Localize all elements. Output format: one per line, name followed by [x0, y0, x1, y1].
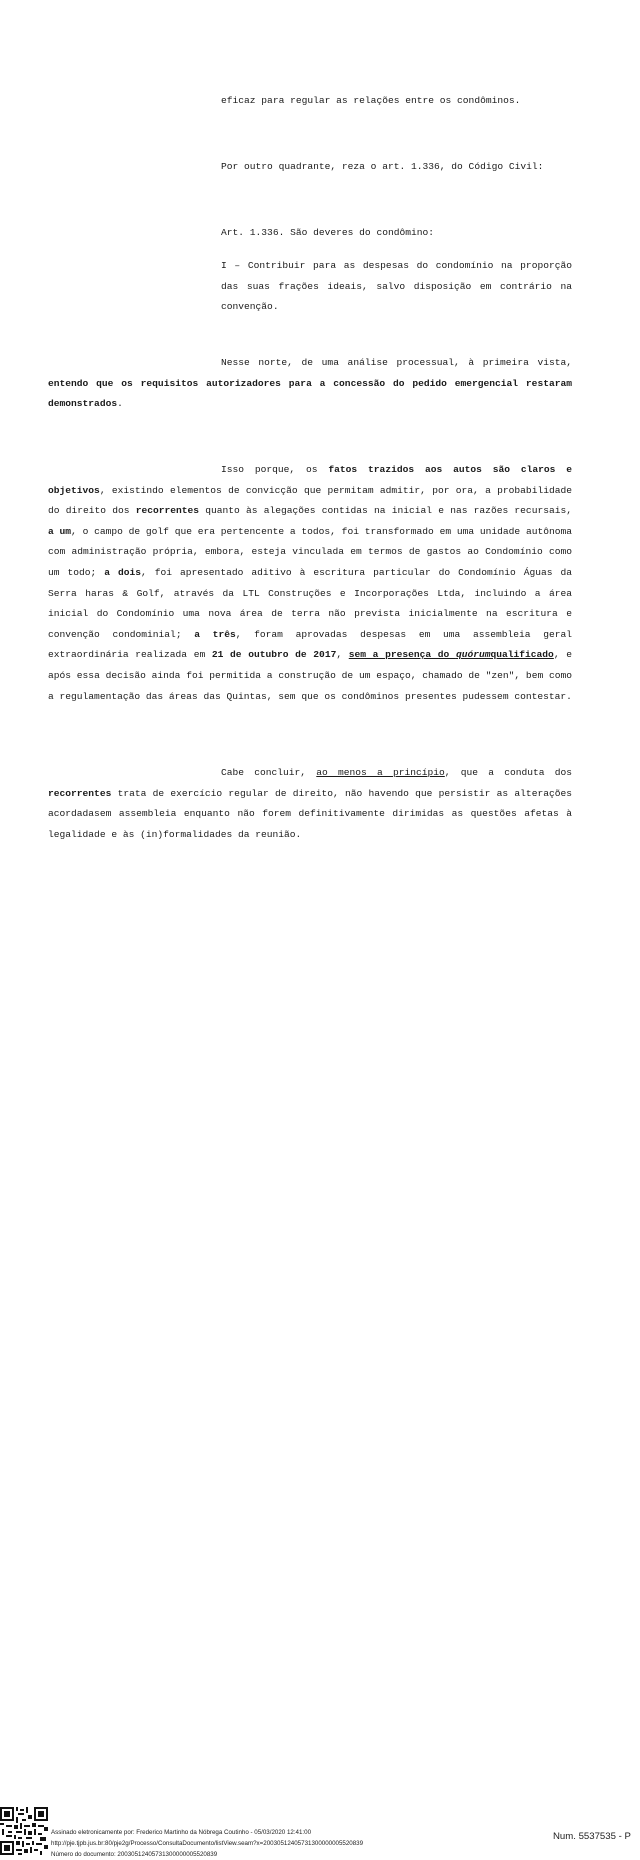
text-line: eficaz para regular as relações entre os condôminos.	[221, 95, 521, 106]
signature-info	[51, 1828, 363, 1860]
document-number: Número do documento: 20030512405731300000005520839	[51, 1850, 218, 1858]
signed-by-line: Assinado eletronicamente por: Frederico Martinho da Nóbrega Coutinho - 05/03/2020 12:41:00	[51, 1829, 312, 1836]
intro-article: Por outro quadrante, reza o art. 1.336, do Código Civil:	[221, 161, 544, 172]
paragraph-1: Nesse norte, de uma análise processual, à primeira vista, entendo que os requisitos autorizadores para a concessão do pedido emergencial restaram demonstrados.	[48, 357, 572, 410]
qr-code-icon	[0, 1807, 48, 1855]
document-url[interactable]: http://pje.tjpb.jus.br:80/pje2g/Processo/ConsultaDocumento/listView.seam?x=20030512405731300000005520839	[51, 1839, 364, 1847]
page-number-label: Num. 5537535 - P	[553, 1831, 631, 1842]
quote-title: Art. 1.336. São deveres do condômino:	[221, 227, 435, 238]
paragraph-2: Isso porque, os fatos trazidos aos autos são claros e objetivos, existindo elementos de convicção que permitam admitir, por ora, a probabilidade do direito dos recorrentes quanto às alegações contidas na inicial e nas razões recursais, a um, o campo de golf que era pertencente a todos, foi transformado em uma unidade autônoma com administração própria, embora, esteja vinculada em termos de gastos ao Condomínio como um todo; a dois, foi apresentado aditivo à escritura particular do Condomínio Águas da Serra haras & Golf, através da LTL Construções e Incorporações Ltda, incluindo a área inicial do Condomínio uma nova área de terra não prevista inicialmente na escritura e convenção condominial; a três, foram aprovadas despesas em uma assembleia geral extraordinária realizada em 21 de outubro de 2017, sem a presença do quórumqualificado, e após essa decisão ainda foi permitida a construção de um espaço, chamado de "zen", bem como a regulamentação das áreas das Quintas, sem que os condôminos presentes pudessem contestar.	[48, 464, 572, 702]
quote-item: I – Contribuir para as despesas do condomínio na proporção das suas frações ideais, salvo disposição em contrário na convenção.	[221, 260, 572, 312]
paragraph-3: Cabe concluir, ao menos a princípio, que a conduta dos recorrentes trata de exercício regular de direito, não havendo que persistir as alterações acordadasem assembleia enquanto não forem definitivamente dirimidas as questões afetas à legalidade e às (in)formalidades da reunião.	[48, 767, 573, 840]
signature-footer	[0, 902, 640, 1858]
